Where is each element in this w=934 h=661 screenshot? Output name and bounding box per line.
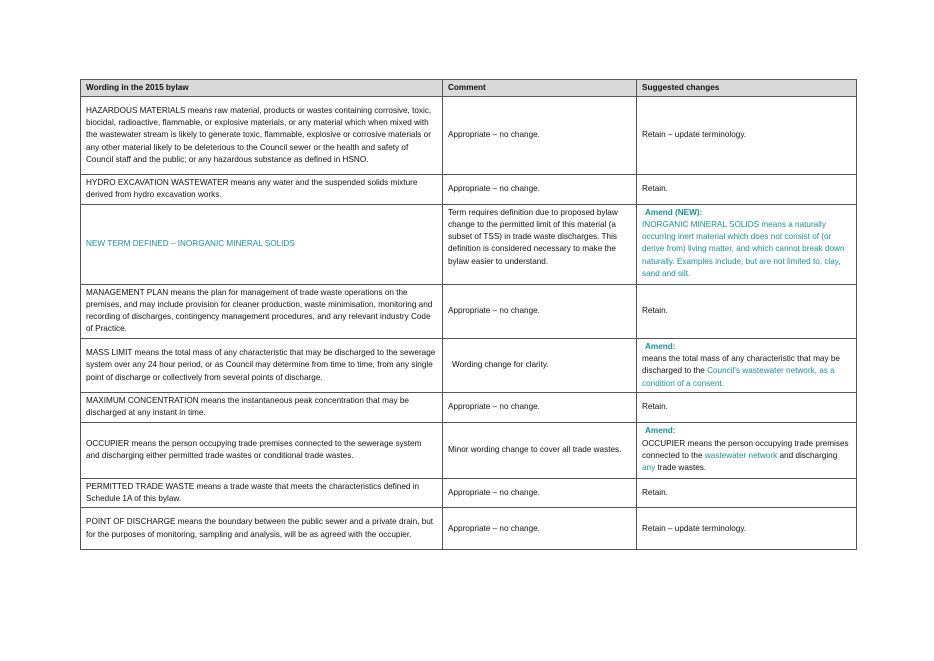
table-row xyxy=(81,508,857,550)
suggested-cell: Retain – update terminology. xyxy=(637,97,857,175)
comment-cell: Wording change for clarity. xyxy=(443,338,637,392)
table-row xyxy=(81,175,857,205)
comment-cell: Minor wording change to cover all trade wastes. xyxy=(443,422,637,478)
wording-cell: POINT OF DISCHARGE means the boundary between the public sewer and a private drain, but for the purposes of monitoring, sampling and analysis, will be as agreed with the occupier. xyxy=(81,508,443,550)
wording-cell: MAXIMUM CONCENTRATION means the instantaneous peak concentration that may be discharged at any instant in time. xyxy=(81,392,443,422)
comment-cell: Appropriate – no change. xyxy=(443,175,637,205)
suggested-cell: Retain. xyxy=(637,284,857,338)
suggested-cell xyxy=(637,204,857,284)
wording-cell: OCCUPIER means the person occupying trade premises connected to the sewerage system and discharging either permitted trade wastes or conditional trade wastes. xyxy=(81,422,443,478)
suggested-cell: Retain. xyxy=(637,392,857,422)
header-comment: Comment xyxy=(443,80,637,97)
comment-cell: Appropriate – no change. xyxy=(443,478,637,508)
wording-cell: PERMITTED TRADE WASTE means a trade waste that meets the characteristics defined in Schedule 1A of this bylaw. xyxy=(81,478,443,508)
amended-text xyxy=(642,438,851,475)
header-wording: Wording in the 2015 bylaw xyxy=(81,80,443,97)
bylaw-comparison-table xyxy=(80,79,857,550)
amended-text-changed: Council's wastewater network, as a condition of a consent. xyxy=(642,366,835,388)
amend-label: Amend (NEW): xyxy=(645,207,703,217)
amended-text-changed: wastewater network xyxy=(704,451,778,461)
wording-cell: MASS LIMIT means the total mass of any characteristic that may be discharged to the sewerage system over any 24 hour period, or as Council may determine from time to time, from any single point of discharge or collectively from several points of discharge. xyxy=(81,338,443,392)
comment-cell: Appropriate – no change. xyxy=(443,97,637,175)
amended-text: INORGANIC MINERAL SOLIDS means a naturally occurring inert material which does not consist of (or derive from) living matter, and which cannot break down naturally. Examples include, but are not limited to, clay, sand and silt. xyxy=(642,219,845,279)
amended-text-plain: and discharging xyxy=(777,451,838,461)
amend-label: Amend: xyxy=(645,426,676,436)
table-row xyxy=(81,204,857,284)
amended-text-changed: any xyxy=(642,463,656,473)
suggested-cell xyxy=(637,422,857,478)
amended-text-plain: means the total mass of any characteristic that may be discharged to the xyxy=(642,354,840,376)
comment-cell: Appropriate – no change. xyxy=(443,508,637,550)
suggested-cell: Retain – update terminology. xyxy=(637,508,857,550)
amended-text xyxy=(642,353,851,390)
amended-text-plain: OCCUPIER means the person occupying trade premises connected to the xyxy=(642,438,849,461)
table-row xyxy=(81,392,857,422)
suggested-cell: Retain. xyxy=(637,175,857,205)
amended-text-plain: trade wastes. xyxy=(655,463,707,473)
table-row xyxy=(81,97,857,175)
table-row xyxy=(81,284,857,338)
suggested-cell xyxy=(637,338,857,392)
wording-cell: MANAGEMENT PLAN means the plan for management of trade waste operations on the premises, and may include provision for cleaner production, waste minimisation, monitoring and recording of discharges, contingency management procedures, and any relevant industry Code of Practice. xyxy=(81,284,443,338)
wording-cell: HAZARDOUS MATERIALS means raw material, products or wastes containing corrosive, toxic, biocidal, radioactive, flammable, or explosive materials, or any material which when mixed with the wastewater stream is likely to generate toxic, flammable, explosive or corrosive materials or any other material likely to be deleterious to the Council sewer or the health and safety of Council staff and the public; or any hazardous substance as defined in HSNO. xyxy=(81,97,443,175)
header-suggested-changes: Suggested changes xyxy=(637,80,857,97)
comment-cell: Term requires definition due to proposed bylaw change to the permitted limit of this material (a subset of TSS) in trade waste discharges. This definition is considered necessary to make the bylaw easier to understand. xyxy=(443,204,637,284)
comment-cell: Appropriate – no change. xyxy=(443,392,637,422)
amend-label: Amend: xyxy=(645,341,676,351)
wording-cell: HYDRO EXCAVATION WASTEWATER means any water and the suspended solids mixture derived from hydro excavation works. xyxy=(81,175,443,205)
table-row xyxy=(81,422,857,478)
wording-cell: NEW TERM DEFINED – INORGANIC MINERAL SOLIDS xyxy=(81,204,443,284)
suggested-cell: Retain. xyxy=(637,478,857,508)
table-row xyxy=(81,478,857,508)
table-row xyxy=(81,338,857,392)
comment-cell: Appropriate – no change. xyxy=(443,284,637,338)
table-header-row xyxy=(81,80,857,97)
